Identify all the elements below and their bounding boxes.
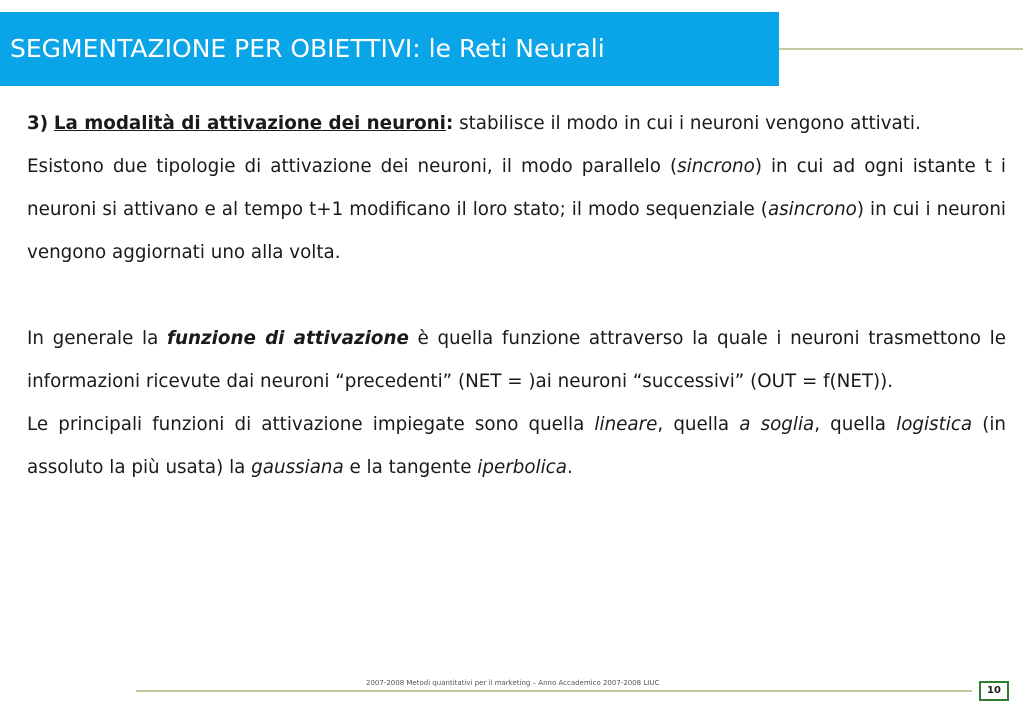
title-bar	[0, 12, 779, 86]
title-divider	[779, 48, 1023, 50]
paragraph-activation-function	[27, 317, 1006, 403]
text-segment: In generale la	[27, 328, 167, 349]
page-number: 10	[979, 681, 1009, 701]
text-segment: (in assoluto la più usata) la	[27, 414, 1007, 478]
footer-divider	[136, 690, 972, 692]
text-segment: ) in cui ad ogni istante t i neuroni si attivano e al tempo t+1 modificano il loro stato; il modo sequenziale (	[27, 156, 1006, 220]
term-funzione-di-attivazione: funzione di attivazione	[167, 328, 409, 349]
term-a-soglia: a soglia	[739, 414, 815, 435]
item-text: stabilisce il modo in cui i neuroni vengono attivati.	[453, 113, 921, 134]
footer-text: 2007-2008 Metodi quantitativi per il marketing – Anno Accademico 2007-2008 LIUC	[366, 679, 660, 687]
term-asincrono: asincrono	[767, 199, 857, 220]
paragraph-activation-mode	[27, 102, 1006, 145]
paragraph-main-functions	[27, 403, 1006, 489]
text-segment: , quella	[657, 414, 740, 435]
text-segment: .	[566, 457, 573, 478]
text-segment: e la tangente	[343, 457, 478, 478]
term-sincrono: sincrono	[677, 156, 755, 177]
item-number: 3)	[27, 113, 49, 134]
term-iperbolica: iperbolica	[477, 457, 567, 478]
item-heading: La modalità di attivazione dei neuroni	[53, 113, 446, 134]
text-segment: Esistono due tipologie di attivazione dei neuroni, il modo parallelo (	[27, 156, 678, 177]
term-gaussiana: gaussiana	[251, 457, 344, 478]
paragraph-gap	[27, 274, 1006, 317]
text-segment: , quella	[814, 414, 897, 435]
term-logistica: logistica	[896, 414, 973, 435]
slide-body	[27, 102, 1006, 489]
text-segment: ) in cui i neuroni vengono aggiornati uno alla volta.	[27, 199, 1006, 263]
text-segment: Le principali funzioni di attivazione impiegate sono quella	[27, 414, 595, 435]
item-heading-colon: :	[445, 113, 454, 134]
term-lineare: lineare	[594, 414, 658, 435]
slide-title: SEGMENTAZIONE PER OBIETTIVI: le Reti Neurali	[10, 34, 605, 63]
text-segment: è quella funzione attraverso la quale i neuroni trasmettono le informazioni ricevute dai neuroni “precedenti” (NET = )ai neuroni “successivi” (OUT = f(NET)).	[27, 328, 1006, 392]
paragraph-activation-types	[27, 145, 1006, 274]
